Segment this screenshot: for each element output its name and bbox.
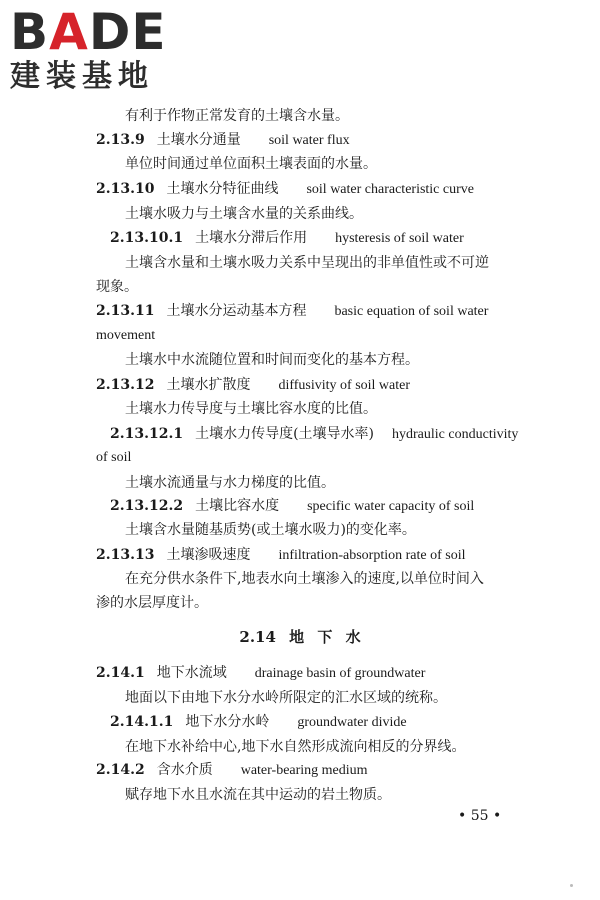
logo-chinese-text: 建装基地 (10, 59, 154, 94)
term-entry-2-14-1: 2.14.1 地下水流域 drainage basin of groundwater (96, 665, 426, 681)
term-entry-2-13-10-1: 2.13.10.1 土壤水分滞后作用 hysteresis of soil water (110, 230, 464, 246)
text-line: 现象。 (96, 279, 138, 295)
term-entry-2-13-13: 2.13.13 土壤渗吸速度 infiltration-absorption rate of soil (96, 547, 466, 563)
text-line: of soil (96, 450, 132, 465)
logo (10, 3, 185, 94)
text-line: 地面以下由地下水分水岭所限定的汇水区域的统称。 (125, 690, 447, 706)
text-line: 渗的水层厚度计。 (96, 595, 208, 611)
term-entry-2-13-11: 2.13.11 土壤水分运动基本方程 basic equation of soil water (96, 303, 489, 319)
text-line: 有利于作物正常发育的土壤含水量。 (125, 108, 349, 124)
text-line: 赋存地下水且水流在其中运动的岩土物质。 (125, 787, 391, 803)
text-line: 土壤水吸力与土壤含水量的关系曲线。 (125, 206, 363, 222)
text-line: movement (96, 328, 156, 343)
page-number: • 55 • (458, 808, 502, 824)
text-line: 土壤含水量和土壤水吸力关系中呈现出的非单值性或不可逆 (125, 255, 489, 271)
text-line: 在充分供水条件下,地表水向土壤渗入的速度,以单位时间入 (125, 571, 484, 587)
term-entry-2-13-9: 2.13.9 土壤水分通量 soil water flux (96, 132, 350, 148)
term-entry-2-13-12-2: 2.13.12.2 土壤比容水度 specific water capacity of soil (110, 498, 475, 514)
text-line: 土壤水流通量与水力梯度的比值。 (125, 475, 335, 491)
text-line: 单位时间通过单位面积土壤表面的水量。 (125, 156, 377, 172)
scan-mark (570, 884, 573, 887)
term-entry-2-13-10: 2.13.10 土壤水分特征曲线 soil water characteristic curve (96, 181, 474, 197)
term-entry-2-13-12: 2.13.12 土壤水扩散度 diffusivity of soil water (96, 377, 411, 393)
term-entry-2-13-12-1: 2.13.12.1 土壤水力传导度(土壤导水率) hydraulic conductivity (110, 426, 519, 442)
text-line: 土壤水力传导度与土壤比容水度的比值。 (125, 401, 377, 417)
text-line: 土壤水中水流随位置和时间而变化的基本方程。 (125, 352, 419, 368)
section-heading: 2.14 地 下 水 (239, 628, 361, 646)
term-entry-2-14-2: 2.14.2 含水介质 water-bearing medium (96, 762, 368, 778)
text-line: 土壤含水量随基质势(或土壤水吸力)的变化率。 (125, 522, 416, 538)
text-line: 在地下水补给中心,地下水自然形成流向相反的分界线。 (125, 739, 466, 755)
term-entry-2-14-1-1: 2.14.1.1 地下水分水岭 groundwater divide (110, 714, 407, 730)
logo-wordmark: BADE (10, 3, 167, 61)
